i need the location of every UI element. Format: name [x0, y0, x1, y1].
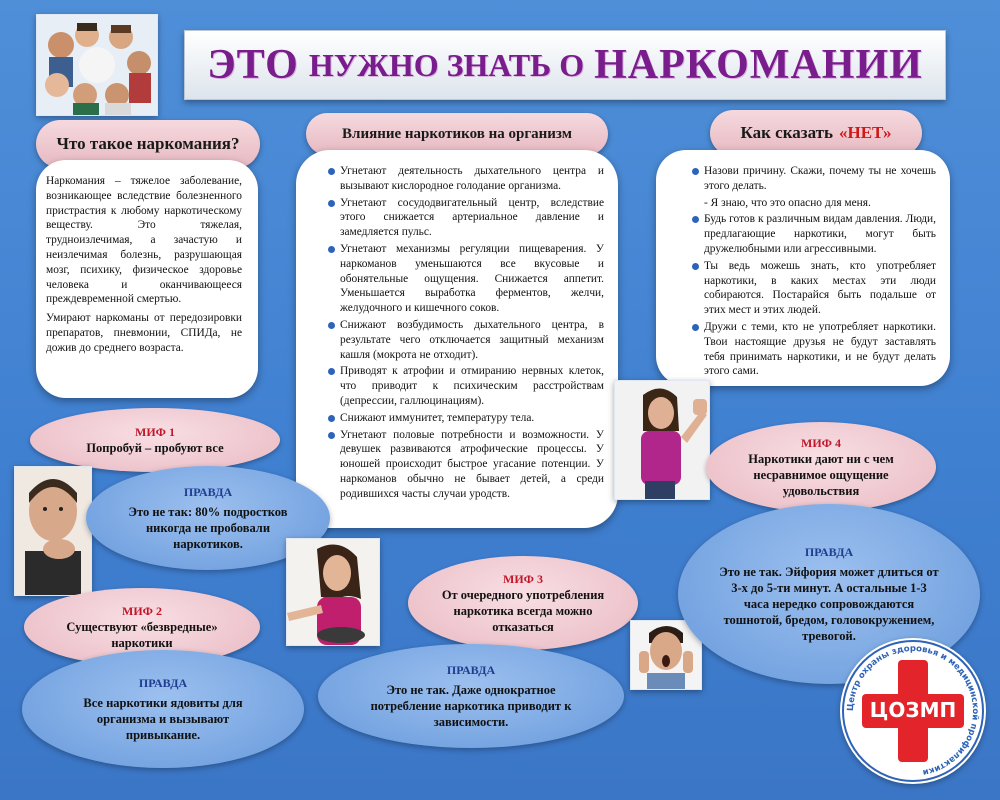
- truth-4-text: Это не так. Эйфория может длиться от 3-х до 5-ти минут. А остальные 1-3 часа нередко сопровождаются тошнотой, бредом, головокружением, тревогой.: [719, 565, 939, 643]
- section1-box: [36, 160, 258, 398]
- section2-item: Снижают иммунитет, температуру тела.: [340, 411, 604, 426]
- page-title: [184, 30, 946, 100]
- truth-2-label: ПРАВДА: [138, 676, 188, 690]
- section2-list: [326, 164, 604, 502]
- section3-list: [690, 164, 936, 379]
- section3-item: Будь готов к различным видам давления. Люди, предлагающие наркотики, могут быть дружелюбными или агрессивными.: [704, 213, 936, 255]
- section2-item: Снижают возбудимость дыхательного центра, в результате чего отключается защитный механизм кашля (мокрота не отходит).: [340, 318, 604, 361]
- section2-item: Угнетают механизмы регуляции пищеварения. У наркоманов уменьшаются все вкусовые и обонятельные ощущения. Снижается аппетит. Уменьшается выработка ферментов, желчи, желудочного и кишечного соков.: [340, 242, 604, 315]
- truth-1-text: Это не так: 80% подростков никогда не пробовали наркотиков.: [128, 505, 288, 551]
- myth-4-text: Наркотики дают ни с чем несравнимое ощущение удовольствия: [748, 452, 894, 498]
- truth-4-label: ПРАВДА: [804, 545, 854, 559]
- group-photo: [36, 14, 158, 116]
- truth-3-label: ПРАВДА: [446, 663, 496, 677]
- section3-header-text: Как сказать: [740, 123, 833, 142]
- section2-box: [296, 150, 618, 528]
- myth-3-label: МИФ 3: [503, 572, 543, 586]
- truth-3-text: Это не так. Даже однократное потребление наркотика приводит к зависимости.: [370, 683, 572, 729]
- title-part1: ЭТО: [207, 42, 299, 88]
- myth-1-text: Попробуй – пробуют все: [86, 441, 224, 455]
- section3-item-quote: - Я знаю, что это опасно для меня.: [704, 196, 871, 209]
- section3-item: Дружи с теми, кто не употребляет наркотики. Твои настоящие друзья не будут заставлять тебя принимать наркотики, и не будут делать этого сами.: [704, 320, 936, 378]
- title-part2: НУЖНО ЗНАТЬ О: [308, 46, 585, 83]
- section3-header-highlight: «НЕТ»: [839, 123, 892, 142]
- myth-3-text: От очередного употребления наркотика всегда можно отказаться: [441, 588, 605, 634]
- section1-paragraph-1: Наркомания – тяжелое заболевание, возникающее вследствие болезненного пристрастия к любому наркотическому веществу. Это тяжелая, трудноизлечимая, а зачастую и неизлечимая болезнь, разрушающая мозг, психику, физическое здоровье человека и оканчивающееся преждевременной смертью.: [46, 175, 242, 306]
- section2-header: [306, 113, 608, 155]
- section2-header-text: Влияние наркотиков на организм: [342, 125, 572, 142]
- myth-4-label: МИФ 4: [801, 436, 841, 450]
- woman-stop-photo: [614, 380, 710, 500]
- man-thinking-photo: [14, 466, 92, 596]
- myth-4-cloud: [706, 422, 936, 512]
- truth-2-text: Все наркотики ядовиты для организма и вызывают привыкание.: [83, 696, 243, 742]
- tsozmp-logo: [840, 638, 986, 784]
- section1-paragraph-2: Умирают наркоманы от передозировки препаратов, пневмонии, СПИДа, не дожив до среднего возраста.: [46, 312, 242, 354]
- myth-2-label: МИФ 2: [122, 604, 162, 618]
- section3-item: Ты ведь можешь знать, кто употребляет наркотики, в каких местах эти люди собираются. Постарайся быть подальше от этих мест и этих людей.: [704, 259, 936, 317]
- section3-item: Назови причину. Скажи, почему ты не хочешь этого делать.: [704, 165, 936, 192]
- truth-2-bubble: [22, 650, 304, 768]
- logo-text: ЦОЗМП: [869, 698, 957, 722]
- logo-ring-text: Центр охраны здоровья и медицинской профилактики: [845, 643, 981, 778]
- section2-item: Угнетают сосудодвигательный центр, вследствие этого снижается артериальное давление и замедляется пульс.: [340, 196, 604, 239]
- section2-item: Приводят к атрофии и отмиранию нервных клеток, что приводит к психическим расстройствам (депрессии, галлюцинациям).: [340, 365, 604, 407]
- myth-2-text: Существуют «безвредные» наркотики: [66, 620, 218, 650]
- truth-1-label: ПРАВДА: [183, 485, 233, 499]
- myth-1-label: МИФ 1: [135, 425, 175, 439]
- section3-box: [656, 150, 950, 386]
- truth-3-bubble: [318, 644, 624, 748]
- woman-pointing-photo: [286, 538, 380, 646]
- red-cross-icon: [840, 638, 986, 784]
- section1-header-text: Что такое наркомания?: [56, 134, 240, 153]
- title-part3: НАРКОМАНИИ: [594, 42, 923, 88]
- myth-3-cloud: [408, 556, 638, 650]
- section2-item: Угнетают деятельность дыхательного центра и вызывают кислородное голодание организма.: [340, 165, 604, 192]
- myth-1-cloud: [30, 408, 280, 472]
- section2-item: Угнетают половые потребности и возможности. У девушек развиваются атрофические процессы. У юношей происходит быстрое угасание потенции. У наркоманов обычно не бывает детей, а среди родившихся часты случаи уродств.: [340, 428, 604, 500]
